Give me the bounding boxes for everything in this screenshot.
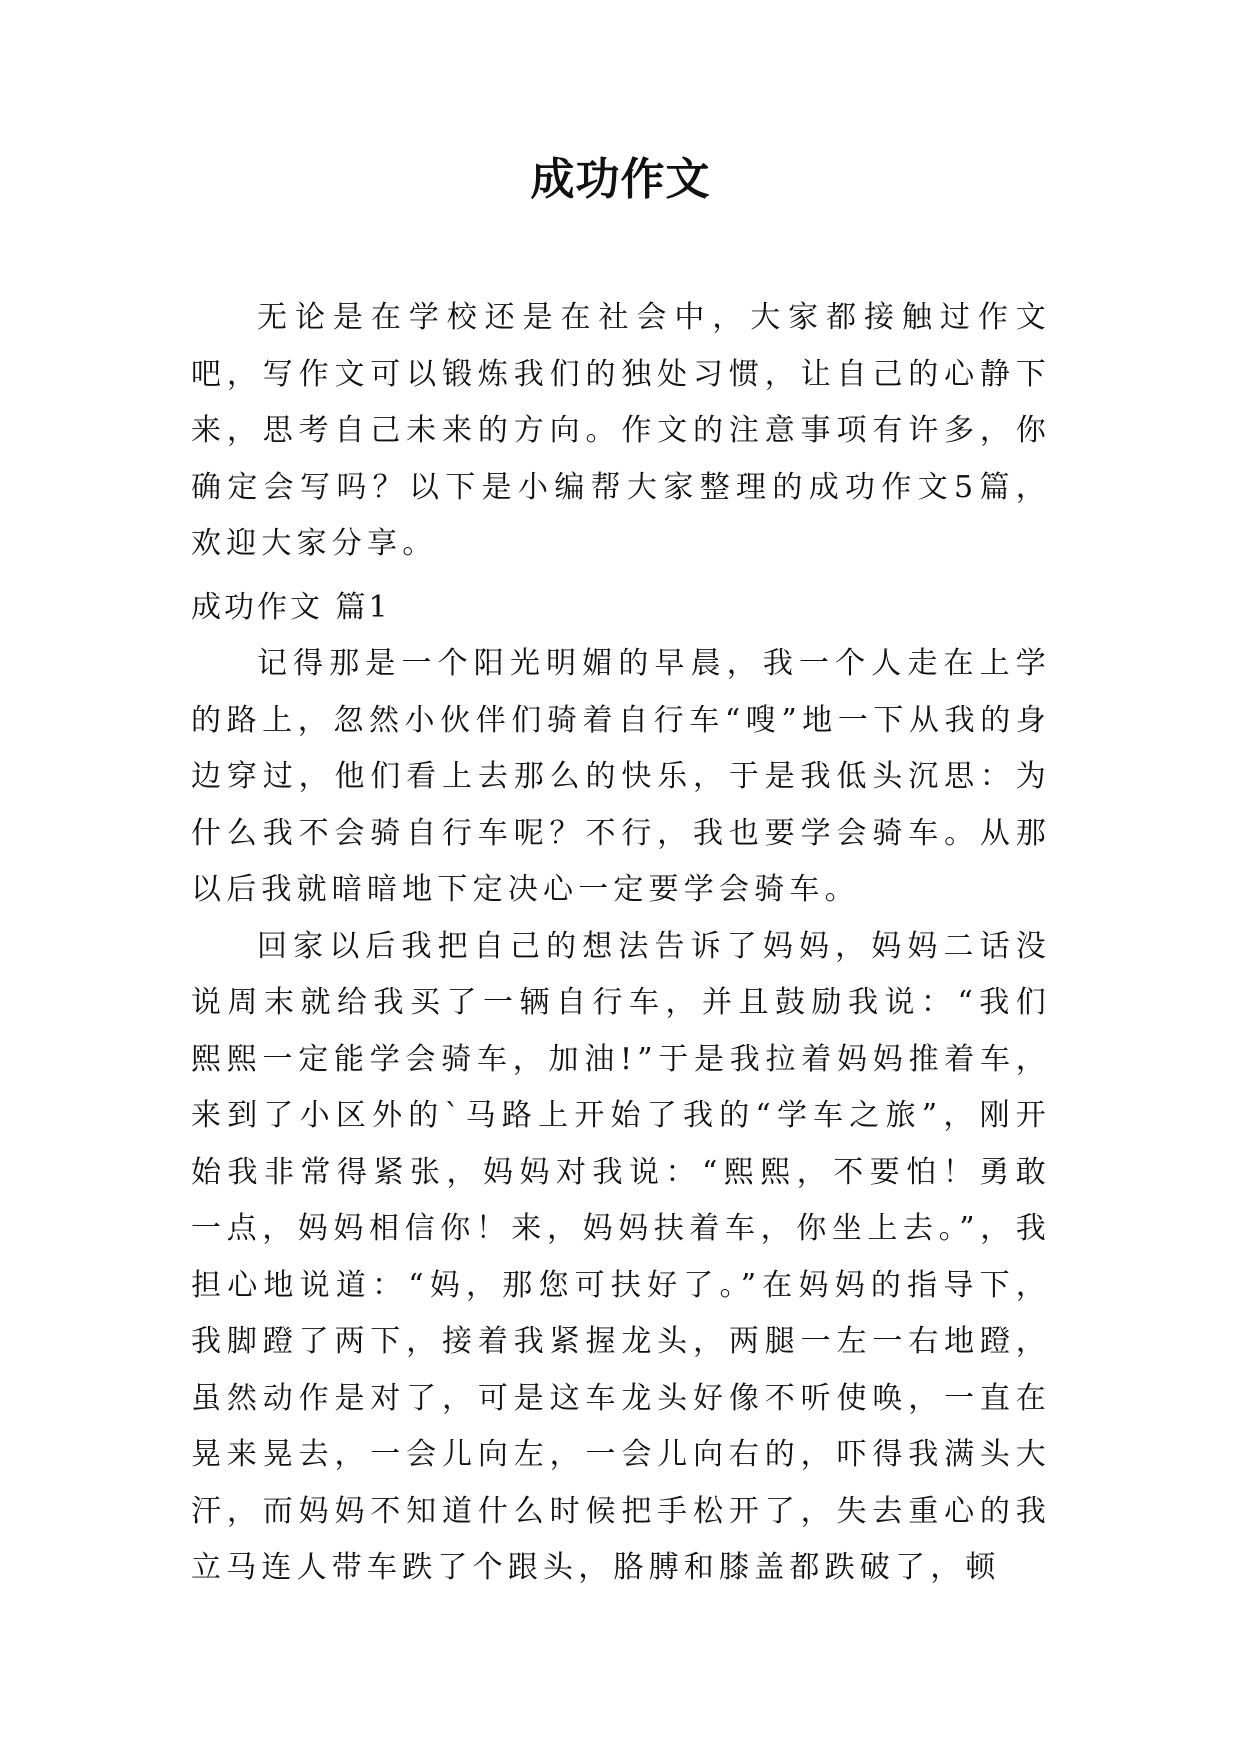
body-paragraph-2: 回家以后我把自己的想法告诉了妈妈，妈妈二话没说周末就给我买了一辆自行车，并且鼓励我说：“我们熙熙一定能学会骑车，加油!”于是我拉着妈妈推着车，来到了小区外的`马路上开始了我的“学车之旅”，刚开始我非常得紧张，妈妈对我说：“熙熙，不要怕！勇敢一点，妈妈相信你！来，妈妈扶着车，你坐上去。”，我担心地说道：“妈，那您可扶好了。”在妈妈的指导下，我脚蹬了两下，接着我紧握龙头，两腿一左一右地蹬，虽然动作是对了，可是这车龙头好像不听使唤，一直在晃来晃去，一会儿向左，一会儿向右的，吓得我满头大汗，而妈妈不知道什么时候把手松开了，失去重心的我立马连人带车跌了个跟头，胳膊和膝盖都跌破了，顿 [191,928,1051,1585]
body-paragraph-1: 记得那是一个阳光明媚的早晨，我一个人走在上学的路上，忽然小伙伴们骑着自行车“嗖”地一下从我的身边穿过，他们看上去那么的快乐，于是我低头沉思：为什么我不会骑自行车呢？不行，我也要学会骑车。从那以后我就暗暗地下定决心一定要学会骑车。 [191,646,1051,907]
document-title: 成功作文 [530,154,711,205]
section-heading: 成功作文 篇1 [191,590,391,625]
intro-paragraph [191,290,1051,573]
intro-text: 无论是在学校还是在社会中，大家都接触过作文吧，写作文可以锻炼我们的独处习惯，让自己的心静下来，思考自己未来的方向。作文的注意事项有许多，你确定会写吗？以下是小编帮大家整理的成功作文5篇，欢迎大家分享。 [191,300,1051,561]
section-body [191,636,1051,1597]
